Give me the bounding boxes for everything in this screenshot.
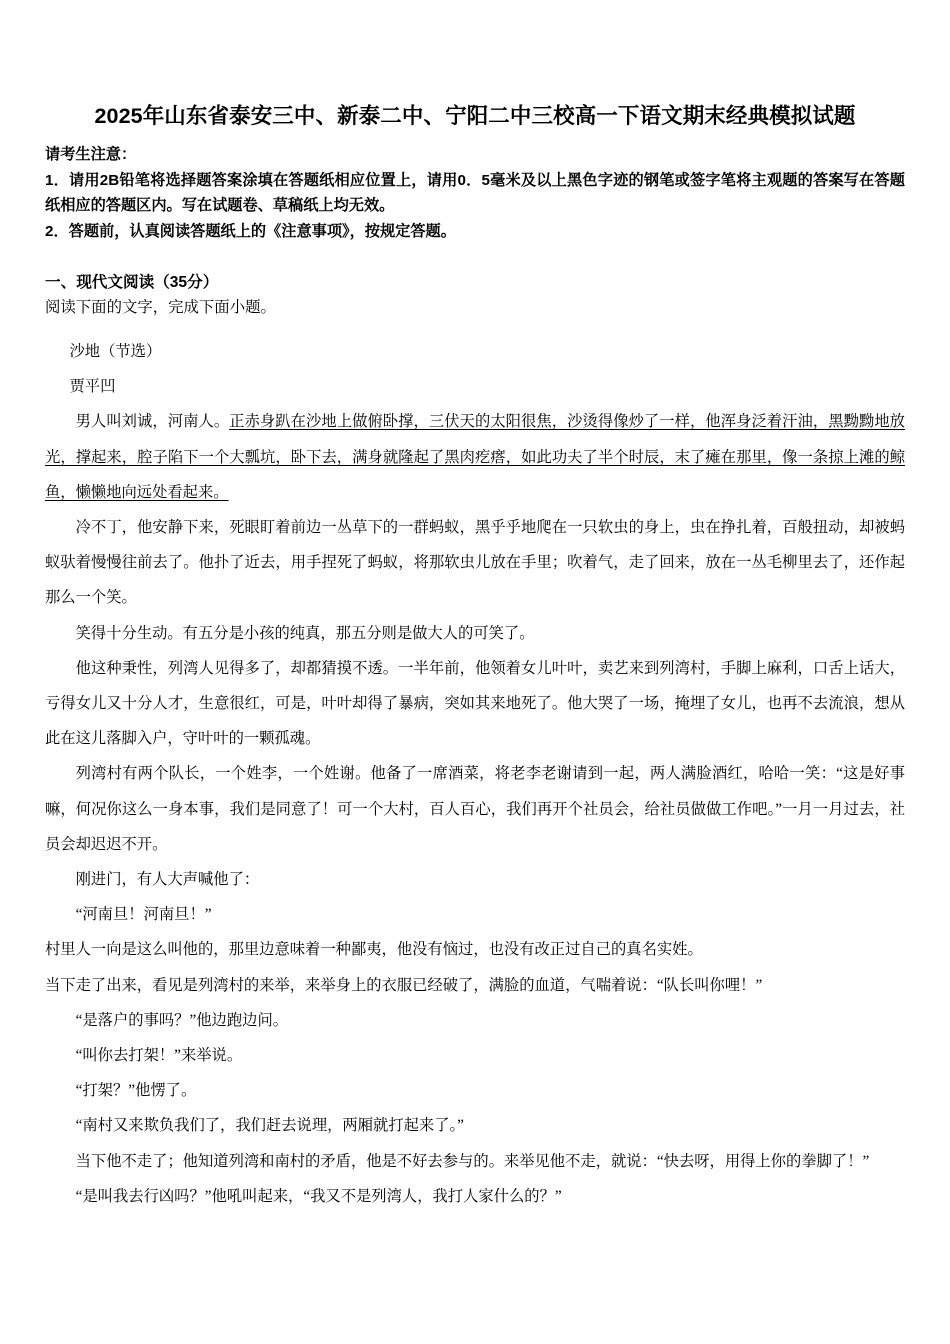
passage-paragraph: “打架？”他愣了。	[75, 1082, 197, 1100]
passage-paragraph: 冷不丁，他安静下来，死眼盯着前边一丛草下的一群蚂蚁，黑乎乎地爬在一只软虫的身上，虫在挣扎着，百般扭动，却被蚂蚁驮着慢慢往前去了。他扑了近去，用手捏死了蚂蚁，将那软虫儿放在手里；吹着气，走了回来，放在一丛毛柳里去了，还作起那么一个笑。	[45, 519, 905, 607]
candidate-notice-block	[45, 142, 905, 244]
passage-paragraph: 笑得十分生动。有五分是小孩的纯真，那五分则是做大人的可笑了。	[75, 624, 535, 642]
passage-paragraph: “是叫我去行凶吗？”他吼叫起来，“我又不是列湾人，我打人家什么的？”	[75, 1187, 562, 1205]
passage-paragraph: “河南旦！河南旦！”	[75, 906, 212, 924]
passage-paragraph: “叫你去打架！”来举说。	[75, 1047, 243, 1065]
notice-item-1: 1．请用2B铅笔将选择题答案涂填在答题纸相应位置上，请用0．5毫米及以上黑色字迹的钢笔或签字笔将主观题的答案写在答题纸相应的答题区内。写在试题卷、草稿纸上均无效。	[45, 171, 905, 214]
passage-author: 贾平凹	[69, 378, 116, 396]
paragraph-lead-text: 男人叫刘诚，河南人。	[75, 413, 230, 431]
passage-paragraph	[45, 404, 905, 510]
passage-paragraph-list	[45, 404, 905, 1214]
passage-paragraph: “是落户的事吗？”他边跑边问。	[75, 1011, 289, 1029]
passage-paragraph: 刚进门，有人大声喊他了：	[75, 871, 260, 889]
passage-paragraph: “南村又来欺负我们了，我们赶去说理，两厢就打起来了。”	[75, 1117, 464, 1135]
page-title: 2025年山东省泰安三中、新泰二中、宁阳二中三校高一下语文期末经典模拟试题	[94, 104, 856, 128]
passage-paragraph: 当下走了出来，看见是列湾村的来举，来举身上的衣服已经破了，满脸的血道，气喘着说：“队长叫你哩！”	[45, 976, 763, 994]
reading-passage	[45, 334, 905, 1214]
passage-paragraph: 他这种秉性，列湾人见得多了，却都猜摸不透。一半年前，他领着女儿叶叶，卖艺来到列湾村，手脚上麻利，口舌上话大，亏得女儿又十分人才，生意很红，可是，叶叶却得了暴病，突如其来地死了。他大哭了一场，掩埋了女儿，也再不去流浪，想从此在这儿落脚入户，守叶叶的一颗孤魂。	[45, 659, 905, 748]
passage-title: 沙地（节选）	[69, 343, 162, 360]
section-instruction: 阅读下面的文字，完成下面小题。	[45, 299, 276, 316]
underlined-passage-text: 正赤身趴在沙地上做俯卧撑，三伏天的太阳很焦，沙烫得像炒了一样，他浑身泛着汗油，黑黝黝地放光，撑起来，腔子陷下一个大瓢坑，卧下去，满身就隆起了黑肉疙瘩，如此功夫了半个时辰，末了瘫在那里，像一条掠上滩的鲸鱼，懒懒地向远处看起来。	[45, 413, 905, 501]
passage-paragraph: 列湾村有两个队长，一个姓李，一个姓谢。他备了一席酒菜，将老李老谢请到一起，两人满脸酒红，哈哈一笑：“这是好事嘛，何况你这么一身本事，我们是同意了！可一个大村，百人百心，我们再开个社员会，给社员做做工作吧。”一月一月过去，社员会却迟迟不开。	[45, 765, 905, 853]
passage-paragraph: 当下他不走了；他知道列湾和南村的矛盾，他是不好去参与的。来举见他不走，就说：“快去呀，用得上你的拳脚了！”	[75, 1152, 870, 1170]
passage-paragraph: 村里人一向是这么叫他的，那里边意味着一种鄙夷，他没有恼过，也没有改正过自己的真名实姓。	[45, 941, 703, 959]
notice-item-2: 2．答题前，认真阅读答题纸上的《注意事项》，按规定答题。	[45, 222, 456, 240]
notice-heading: 请考生注意：	[45, 146, 137, 163]
section-heading-modern-reading: 一、现代文阅读（35分）	[45, 274, 219, 291]
